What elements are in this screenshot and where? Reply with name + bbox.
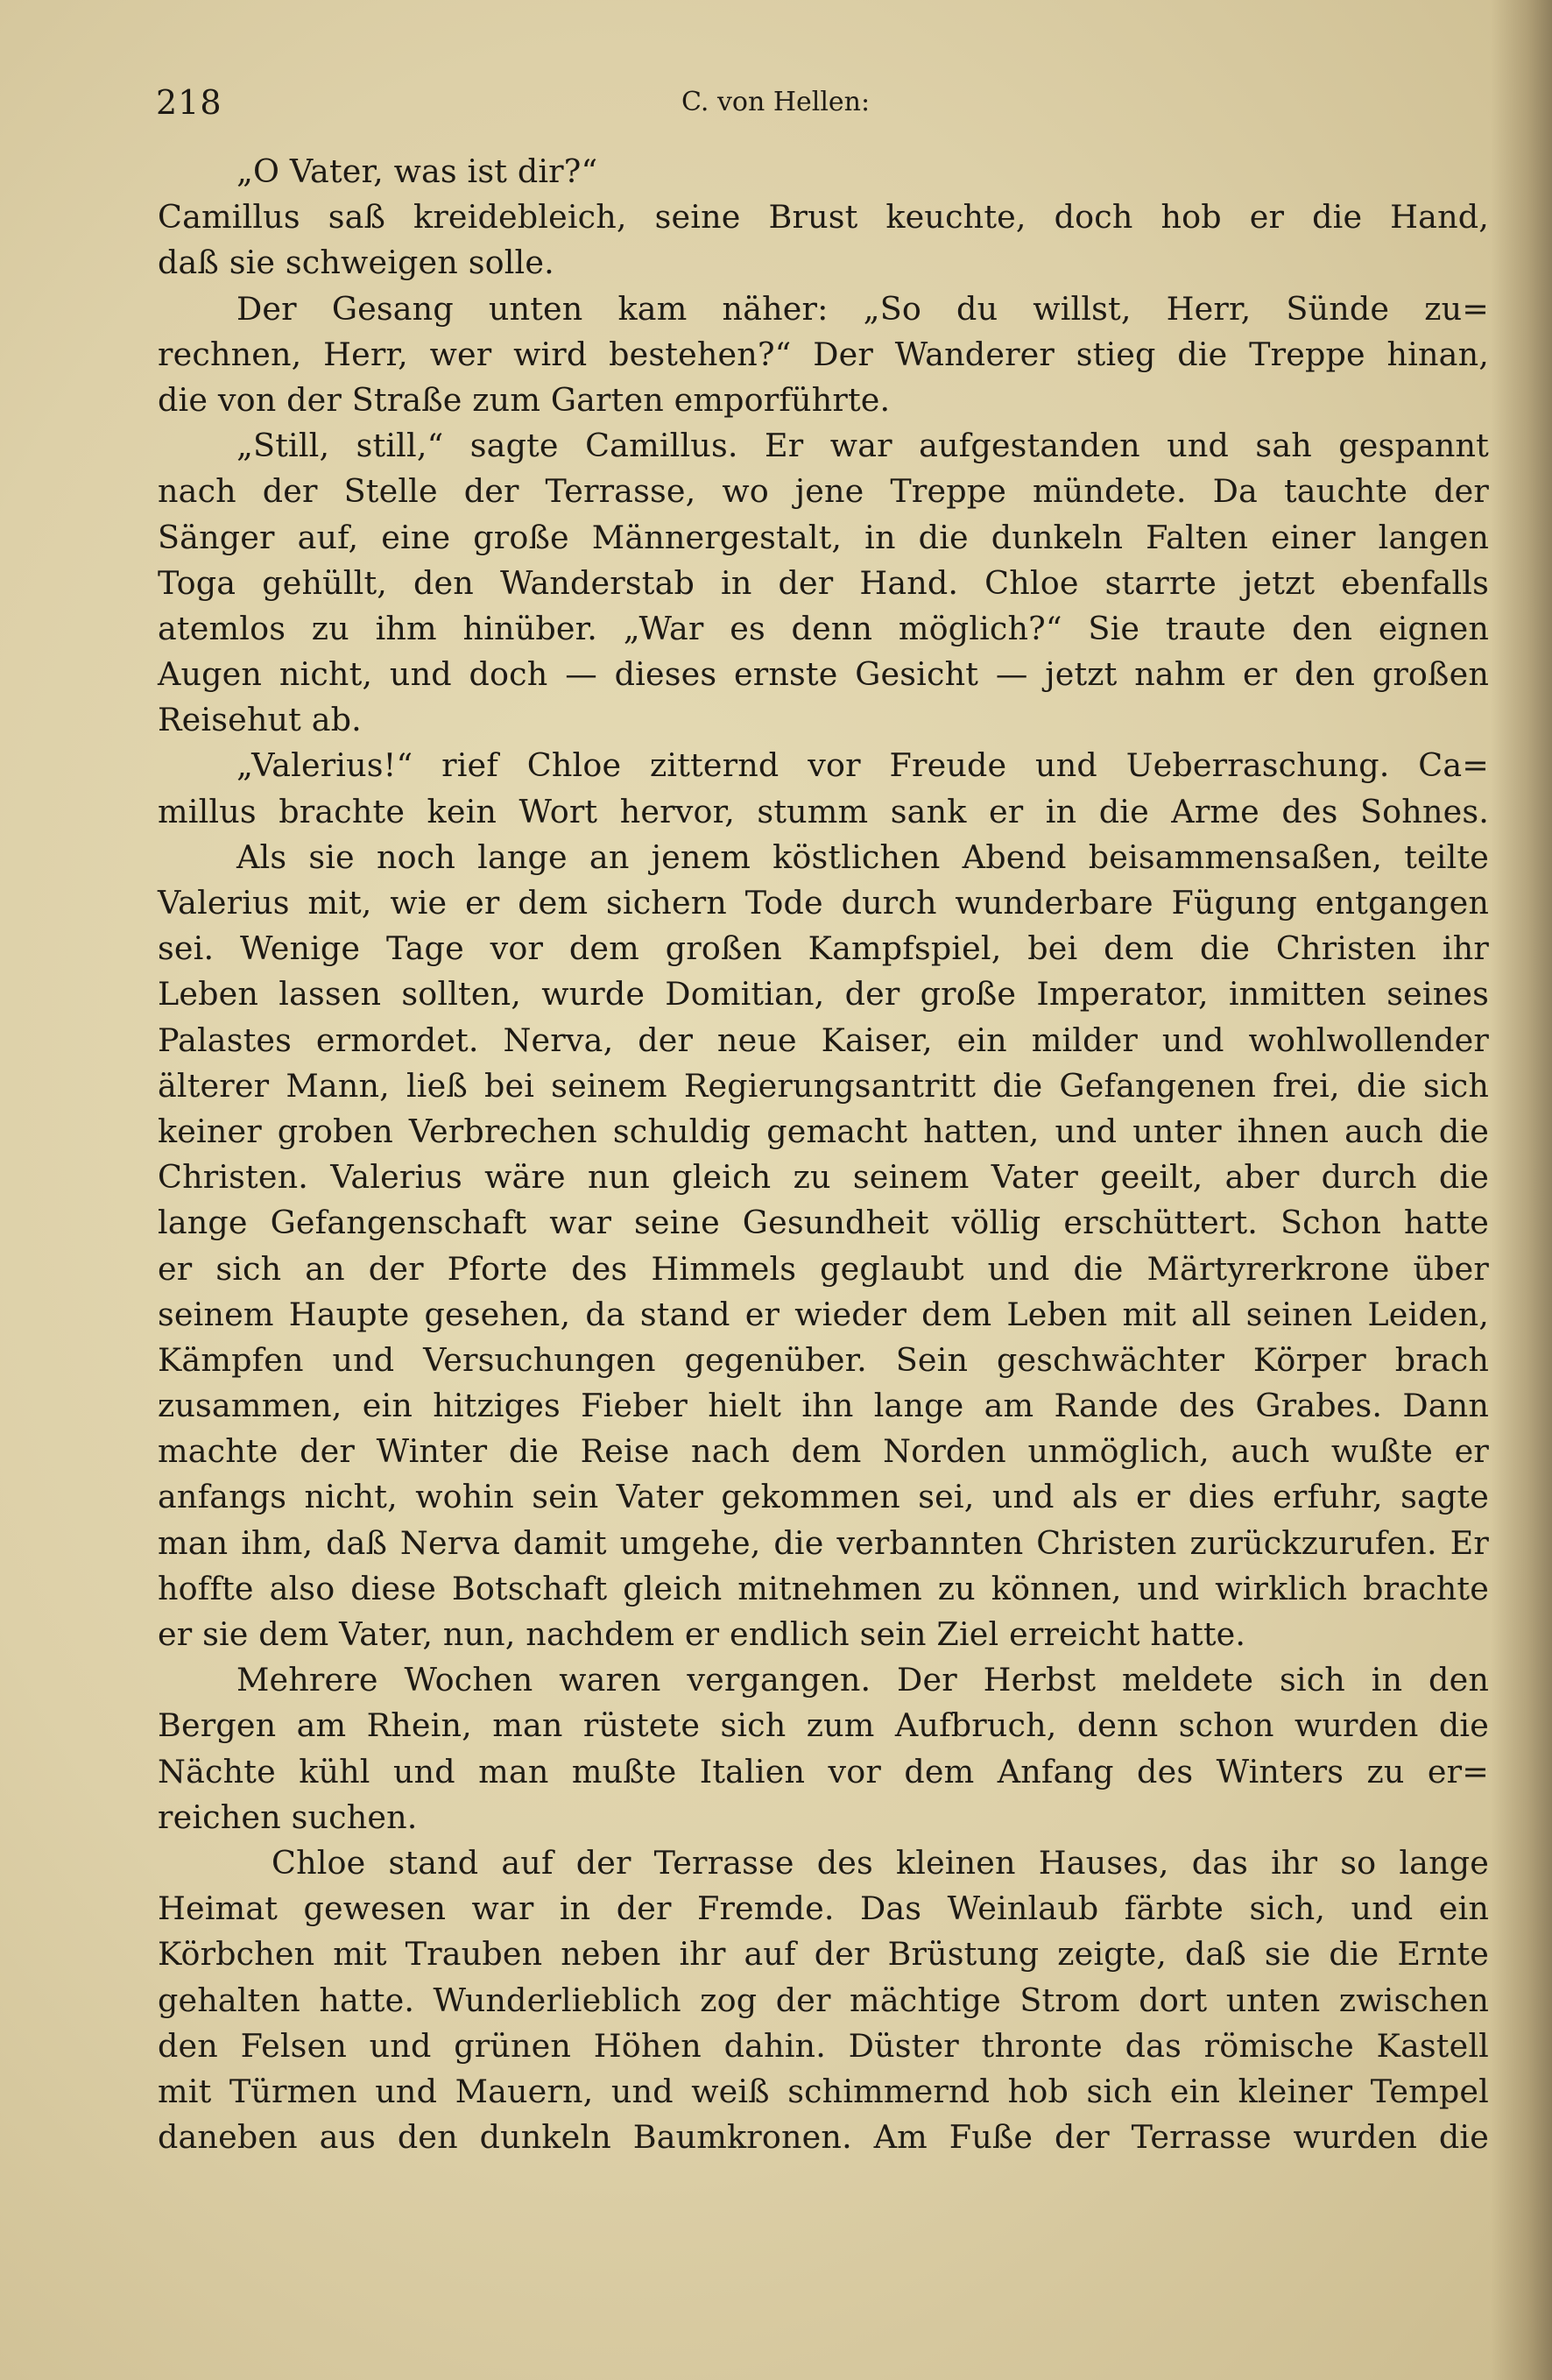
text-line: lange Gefangenschaft war seine Gesundheit völlig erschüttert. Schon hatte	[158, 1204, 1489, 1242]
text-line: älterer Mann, ließ bei seinem Regierungsantritt die Gefangenen frei, die sich	[158, 1066, 1489, 1105]
text-line: Camillus saß kreidebleich, seine Brust keuchte, doch hob er die Hand,	[158, 198, 1489, 237]
text-line: nach der Stelle der Terrasse, wo jene Treppe mündete. Da tauchte der	[158, 472, 1489, 511]
text-line: die von der Straße zum Garten emporführte.	[158, 380, 891, 419]
text-line: rechnen, Herr, wer wird bestehen?“ Der Wanderer stieg die Treppe hinan,	[158, 335, 1489, 373]
text-line: reichen suchen.	[158, 1797, 418, 1836]
text-line: Augen nicht, und doch — dieses ernste Gesicht — jetzt nahm er den großen	[158, 655, 1489, 694]
text-line: gehalten hatte. Wunderlieblich zog der mächtige Strom dort unten zwischen	[158, 1981, 1489, 2019]
text-line: Valerius mit, wie er dem sichern Tode durch wunderbare Fügung entgangen	[158, 884, 1489, 922]
text-line: Reisehut ab.	[158, 701, 362, 739]
text-line: den Felsen und grünen Höhen dahin. Düster thronte das römische Kastell	[158, 2026, 1489, 2065]
text-line: Der Gesang unten kam näher: „So du willst, Herr, Sünde zu=	[236, 289, 1489, 328]
text-line: Als sie noch lange an jenem köstlichen Abend beisammensaßen, teilte	[236, 837, 1489, 876]
page-header	[156, 83, 1496, 136]
text-line: daneben aus den dunkeln Baumkronen. Am Fuße der Terrasse wurden die	[158, 2118, 1489, 2157]
text-line: Leben lassen sollten, wurde Domitian, der große Imperator, inmitten seines	[158, 975, 1489, 1013]
text-line: Kämpfen und Versuchungen gegenüber. Sein geschwächter Körper brach	[158, 1340, 1489, 1379]
text-line: Sänger auf, eine große Männergestalt, in die dunkeln Falten einer langen	[158, 518, 1489, 556]
text-line: atemlos zu ihm hinüber. „War es denn möglich?“ Sie traute den eignen	[158, 609, 1489, 647]
text-line: seinem Haupte gesehen, da stand er wieder dem Leben mit all seinen Leiden,	[158, 1295, 1489, 1333]
text-line: „Still, still,“ sagte Camillus. Er war aufgestanden und sah gespannt	[236, 427, 1489, 465]
text-line: millus brachte kein Wort hervor, stumm sank er in die Arme des Sohnes.	[158, 792, 1489, 830]
text-line: Chloe stand auf der Terrasse des kleinen Hauses, das ihr so lange	[272, 1843, 1489, 1882]
text-line: man ihm, daß Nerva damit umgehe, die verbannten Christen zurückzurufen. Er	[158, 1523, 1489, 1562]
text-line: mit Türmen und Mauern, und weiß schimmernd hob sich ein kleiner Tempel	[158, 2072, 1489, 2110]
text-line: Mehrere Wochen waren vergangen. Der Herbst meldete sich in den	[236, 1661, 1489, 1699]
text-line: anfangs nicht, wohin sein Vater gekommen sei, und als er dies erfuhr, sagte	[158, 1478, 1489, 1516]
text-line: „O Vater, was ist dir?“	[236, 152, 598, 190]
text-line: er sich an der Pforte des Himmels geglaubt und die Märtyrerkrone über	[158, 1249, 1489, 1288]
text-line: keiner groben Verbrechen schuldig gemacht hatten, und unter ihnen auch die	[158, 1112, 1489, 1150]
text-line: hoffte also diese Botschaft gleich mitnehmen zu können, und wirklich brachte	[158, 1569, 1489, 1607]
page-gutter-shadow	[1491, 0, 1552, 2380]
text-line: Körbchen mit Trauben neben ihr auf der Brüstung zeigte, daß sie die Ernte	[158, 1935, 1489, 1974]
text-line: daß sie schweigen solle.	[158, 244, 554, 282]
running-head: C. von Hellen:	[681, 87, 871, 117]
text-line: Nächte kühl und man mußte Italien vor dem Anfang des Winters zu er=	[158, 1752, 1489, 1790]
text-line: zusammen, ein hitziges Fieber hielt ihn lange am Rande des Grabes. Dann	[158, 1387, 1489, 1425]
text-line: Palastes ermordet. Nerva, der neue Kaiser, ein milder und wohlwollender	[158, 1021, 1489, 1059]
text-line: machte der Winter die Reise nach dem Norden unmöglich, auch wußte er	[158, 1432, 1489, 1471]
text-line: Christen. Valerius wäre nun gleich zu seinem Vater geeilt, aber durch die	[158, 1158, 1489, 1197]
text-line: „Valerius!“ rief Chloe zitternd vor Freude und Ueberraschung. Ca=	[236, 746, 1489, 785]
text-line: er sie dem Vater, nun, nachdem er endlich sein Ziel erreicht hatte.	[158, 1615, 1246, 1653]
text-line: Bergen am Rhein, man rüstete sich zum Aufbruch, denn schon wurden die	[158, 1706, 1489, 1745]
body-text	[158, 149, 1489, 2160]
page-number: 218	[156, 83, 222, 122]
text-line: Heimat gewesen war in der Fremde. Das Weinlaub färbte sich, und ein	[158, 1889, 1489, 1928]
text-line: Toga gehüllt, den Wanderstab in der Hand. Chloe starrte jetzt ebenfalls	[158, 563, 1489, 602]
text-line: sei. Wenige Tage vor dem großen Kampfspiel, bei dem die Christen ihr	[158, 929, 1489, 968]
